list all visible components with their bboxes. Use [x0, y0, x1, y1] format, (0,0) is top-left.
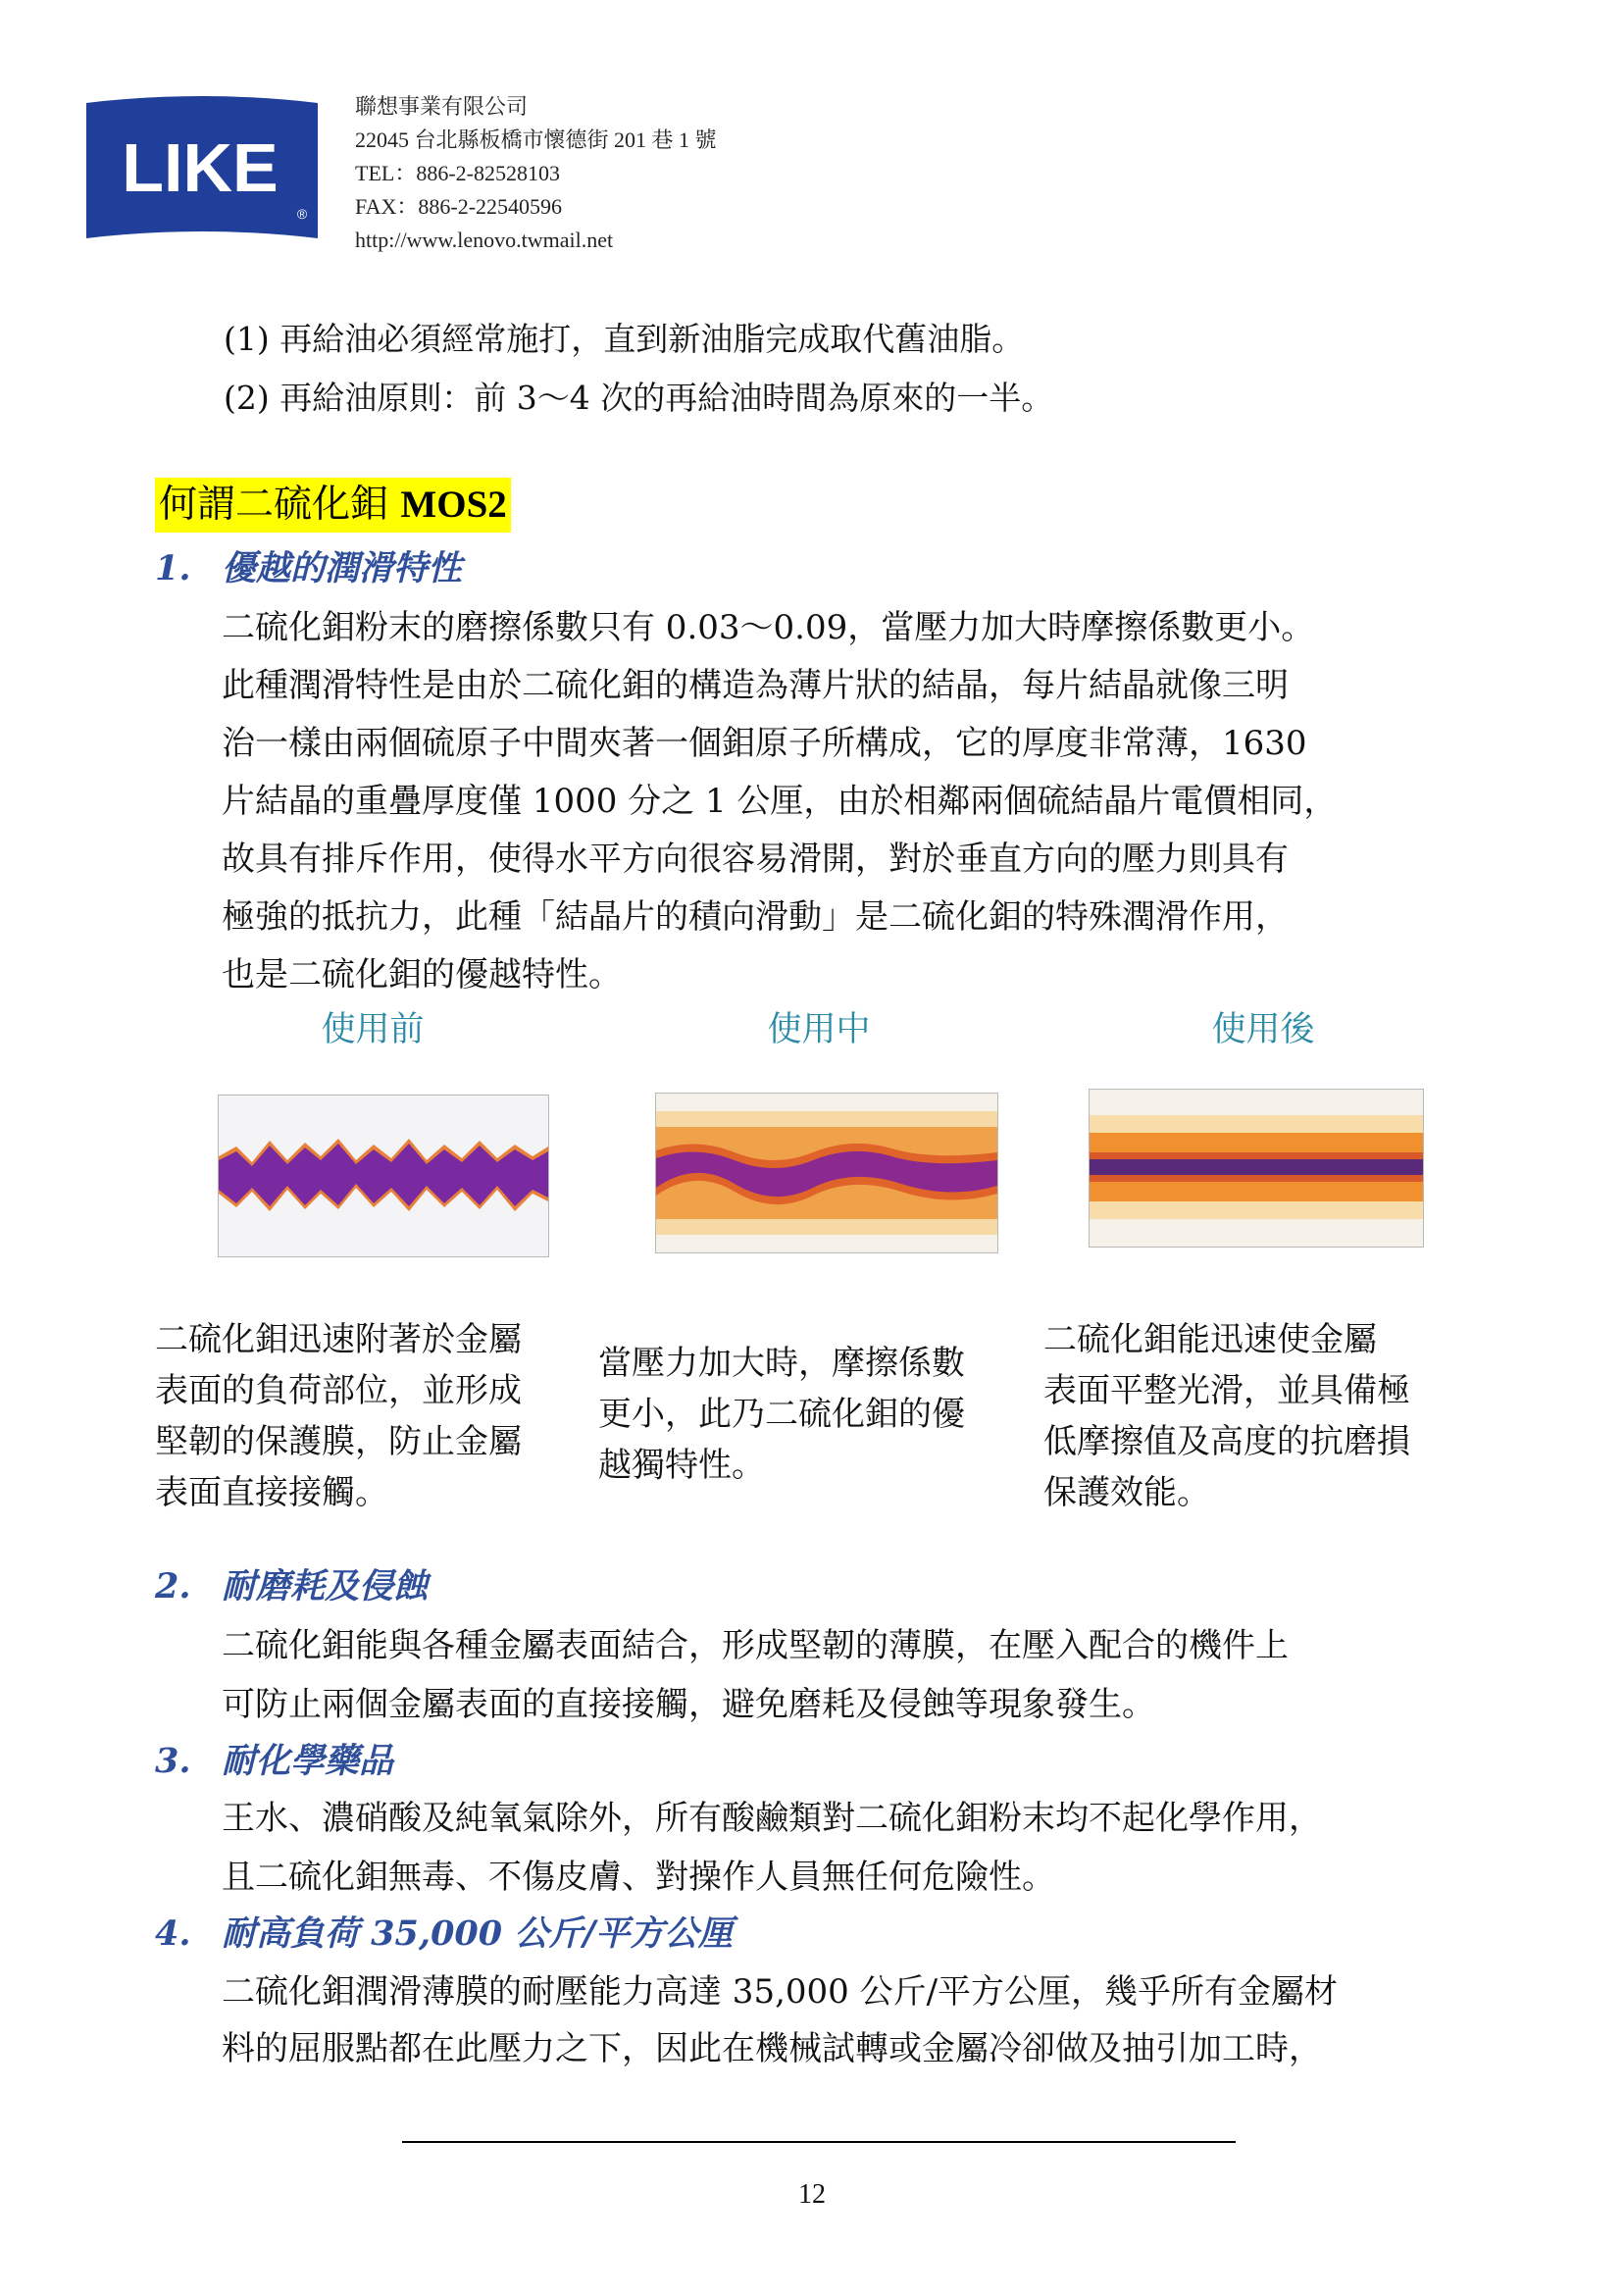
figure-desc-line: 堅韌的保護膜，防止金屬	[155, 1422, 522, 1461]
section-title-en: MOS2	[400, 484, 507, 526]
item1-line: 治一樣由兩個硫原子中間夾著一個鉬原子所構成，它的厚度非常薄，1630	[222, 724, 1307, 763]
figure-desc-line: 越獨特性。	[598, 1446, 765, 1485]
company-url[interactable]: http://www.lenovo.twmail.net	[355, 228, 614, 252]
figure-caption-after: 使用後	[1211, 1010, 1315, 1049]
figure-desc-line: 二硫化鉬迅速附著於金屬	[155, 1320, 522, 1359]
item1-line: 片結晶的重疊厚度僅 1000 分之 1 公厘，由於相鄰兩個硫結晶片電價相同，	[222, 782, 1338, 821]
company-name: 聯想事業有限公司	[355, 94, 529, 119]
page-number: 12	[798, 2179, 826, 2210]
figure-caption-during: 使用中	[767, 1010, 871, 1049]
item3-number: 3.	[155, 1741, 191, 1781]
figure-desc-line: 保護效能。	[1043, 1473, 1210, 1512]
figure-desc-line: 更小，此乃二硫化鉬的優	[598, 1395, 965, 1434]
company-logo	[84, 93, 320, 245]
figure-image-before	[218, 1095, 549, 1257]
item1-title: 優越的潤滑特性	[222, 548, 463, 588]
item1-line: 極強的抵抗力，此種「結晶片的積向滑動」是二硫化鉬的特殊潤滑作用，	[222, 897, 1289, 937]
figure-desc-line: 表面的負荷部位，並形成	[155, 1371, 522, 1410]
figure-desc-before	[155, 1314, 522, 1518]
item3-heading	[155, 1734, 393, 1783]
figure-desc-during	[598, 1338, 965, 1491]
item1-heading	[155, 541, 462, 590]
item3-line: 王水、濃硝酸及純氧氣除外，所有酸鹼類對二硫化鉬粉末均不起化學作用，	[222, 1799, 1322, 1838]
figure-desc-after	[1043, 1314, 1410, 1518]
figure-desc-line: 表面直接接觸。	[155, 1473, 388, 1512]
figure-desc-line: 低摩擦值及高度的抗磨損	[1043, 1422, 1410, 1461]
item3-title: 耐化學藥品	[222, 1741, 394, 1781]
company-info	[355, 90, 717, 257]
footer-divider	[402, 2141, 1236, 2143]
section-title	[155, 478, 511, 533]
item3-line: 且二硫化鉬無毒、不傷皮膚、對操作人員無任何危險性。	[222, 1858, 1055, 1897]
company-address: 22045 台北縣板橋市懷德街 201 巷 1 號	[355, 127, 717, 152]
figure-desc-line: 表面平整光滑，並具備極	[1043, 1371, 1410, 1410]
logo-text: LIKE	[122, 129, 279, 206]
item2-line: 二硫化鉬能與各種金屬表面結合，形成堅韌的薄膜，在壓入配合的機件上	[222, 1626, 1289, 1665]
item4-heading	[155, 1907, 733, 1956]
item4-title: 耐高負荷 35,000 公斤/平方公厘	[222, 1913, 734, 1954]
svg-text:®: ®	[296, 206, 308, 222]
item4-line: 料的屈服點都在此壓力之下，因此在機械試轉或金屬冷卻做及抽引加工時，	[222, 2029, 1322, 2068]
item2-number: 2.	[155, 1566, 191, 1606]
item4-line: 二硫化鉬潤滑薄膜的耐壓能力高達 35,000 公斤/平方公厘，幾乎所有金屬材	[222, 1972, 1339, 2012]
item2-line: 可防止兩個金屬表面的直接接觸，避免磨耗及侵蝕等現象發生。	[222, 1685, 1155, 1724]
note-2: (2) 再給油原則：前 3～4 次的再給油時間為原來的一半。	[224, 379, 1054, 417]
company-fax: FAX：886-2-22540596	[355, 194, 563, 219]
item1-line: 也是二硫化鉬的優越特性。	[222, 955, 622, 994]
note-1: (1) 再給油必須經常施打，直到新油脂完成取代舊油脂。	[224, 320, 1025, 358]
figure-desc-line: 當壓力加大時，摩擦係數	[598, 1344, 965, 1383]
item1-line: 二硫化鉬粉末的磨擦係數只有 0.03～0.09，當壓力加大時摩擦係數更小。	[222, 608, 1315, 647]
figure-caption-before: 使用前	[321, 1010, 425, 1049]
item2-title: 耐磨耗及侵蝕	[222, 1566, 429, 1606]
figure-image-during	[655, 1093, 998, 1253]
item2-heading	[155, 1559, 428, 1608]
item1-number: 1.	[155, 548, 191, 588]
section-title-cn: 何謂二硫化鉬	[159, 483, 389, 527]
item1-line: 此種潤滑特性是由於二硫化鉬的構造為薄片狀的結晶，每片結晶就像三明	[222, 666, 1289, 705]
figure-image-after	[1089, 1089, 1424, 1248]
item1-line: 故具有排斥作用，使得水平方向很容易滑開，對於垂直方向的壓力則具有	[222, 840, 1289, 879]
item4-number: 4.	[155, 1913, 191, 1954]
figure-desc-line: 二硫化鉬能迅速使金屬	[1043, 1320, 1377, 1359]
company-tel: TEL：886-2-82528103	[355, 161, 560, 185]
